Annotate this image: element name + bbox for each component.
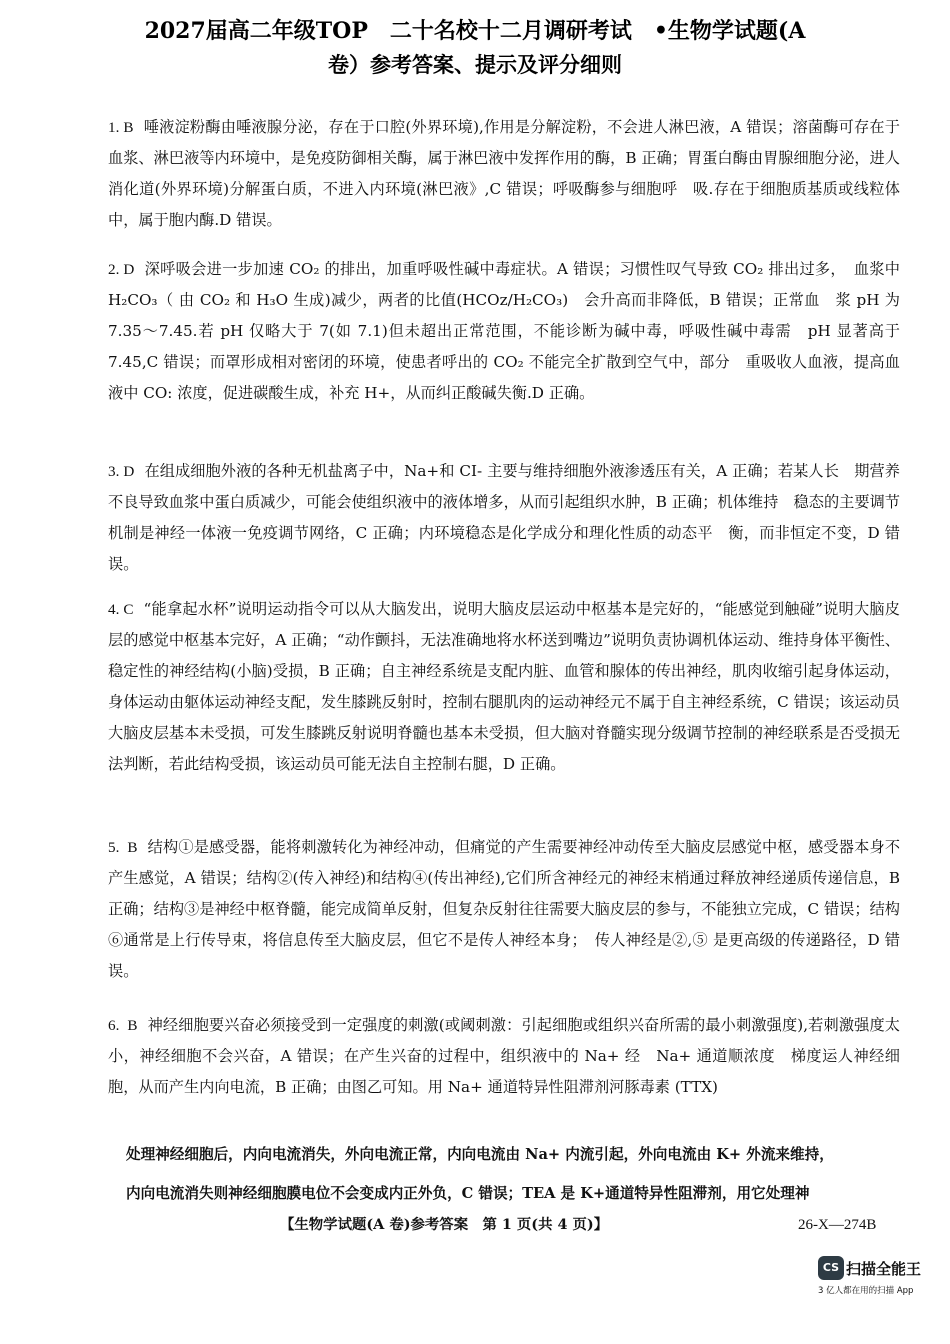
item-answer: C xyxy=(123,601,134,618)
page-title-line2: 卷）参考答案、提示及评分细则 xyxy=(328,52,622,77)
item-answer: D xyxy=(123,261,135,278)
item-explanation: “能拿起水杯”说明运动指令可以从大脑发出，说明大脑皮层运动中枢基本是完好的，“能感觉到触碰”说明大脑皮层的感觉中枢基本完好，A 正确；“动作颤抖，无法准确地将水杯送到嘴边”说明负责协调机体运动、维持身体平衡性、稳定性的神经结构(小脑)受损，B 正确；自主神经系统是支配内脏、血管和腺体的传出神经，肌肉收缩引起身体运动，身体运动由躯体运动神经支配，发生膝跳反射时，控制右腿肌肉的运动神经元不属于自主神经系统，C 错误；该运动员大脑皮层基本未受损，可发生膝跳反射说明脊髓也基本未受损，但大脑对脊髓实现分级调节控制的神经联系是否受损无法判断，若此结构受损，该运动员可能无法自主控制右腿，D 正确。 xyxy=(108,600,900,773)
camscanner-logo-icon: CS xyxy=(818,1256,844,1280)
item-number: 5. xyxy=(108,839,124,856)
item-number: 6. xyxy=(108,1017,124,1034)
page-footer: 【生物学试题(A 卷)参考答案 第 1 页(共 4 页)】 xyxy=(280,1216,609,1233)
item-answer: B xyxy=(127,1017,138,1034)
scanner-brand: 扫描全能王 xyxy=(846,1260,922,1278)
scanner-watermark xyxy=(818,1256,938,1302)
item-explanation: 唾液淀粉酶由唾液腺分泌，存在于口腔(外界环境),作用是分解淀粉，不会进人淋巴液，A 错误；溶菌酶可存在于血浆、淋巴液等内环境中，是免疫防御相关酶，属于淋巴液中发挥作用的酶，B 正确；胃蛋白酶由胃腺细胞分泌，进人消化道(外界环境)分解蛋白质，不进入内环境(淋巴液》,C 错误；呼吸酶参与细胞呼 吸.存在于细胞质基质或线粒体中，属于胞内酶.D 错误。 xyxy=(108,118,900,229)
bold-paragraph-2: 内向电流消失则神经细胞膜电位不会变成内正外负，C 错误；TEA 是 K+通道特异性阻滞剂，用它处理神 xyxy=(126,1185,810,1202)
item-explanation: 神经细胞要兴奋必须接受到一定强度的刺激(或阈刺激：引起细胞或组织兴奋所需的最小刺激强度),若刺激强度太小，神经细胞不会兴奋，A 错误；在产生兴奋的过程中，组织液中的 Na+ 经 Na+ 通道顺浓度 梯度运人神经细胞，从而产生内向电流，B 正确；由图乙可知。用 Na+ 通道特异性阻滞剂河豚毒素 (TTX) xyxy=(108,1016,900,1096)
answer-item-1 xyxy=(108,112,900,236)
page-title-line1: 2027届高二年级TOP 二十名校十二月调研考试 •生物学试题(A xyxy=(144,18,806,44)
item-answer: D xyxy=(123,463,135,480)
answer-item-2 xyxy=(108,254,900,409)
item-explanation: 深呼吸会进一步加速 CO₂ 的排出，加重呼吸性碱中毒症状。A 错误；习惯性叹气导致 CO₂ 排出过多， 血浆中 H₂CO₃（ 由 CO₂ 和 H₃O 生成)减少，两者的比值(HCOz/H₂CO₃) 会升高而非降低，B 错误；正常血 浆 pH 为 7.35～7.45.若 pH 仅略大于 7(如 7.1)但未超出正常范围，不能诊断为碱中毒，呼吸性碱中毒需 pH 显著高于 7.45,C 错误；而罩形成相对密闭的环境，使患者呼出的 CO₂ 不能完全扩散到空气中，部分 重吸收人血液，提高血液中 CO: 浓度，促进碳酸生成，补充 H+，从而纠正酸碱失衡.D 正确。 xyxy=(108,260,900,402)
item-explanation: 结构①是感受器，能将刺激转化为神经冲动，但痛觉的产生需要神经冲动传至大脑皮层感觉中枢，感受器本身不产生感觉，A 错误；结构②(传入神经)和结构④(传出神经),它们所含神经元的神经末梢通过释放神经递质传递信息，B 正确；结构③是神经中枢脊髓，能完成简单反射，但复杂反射往往需要大脑皮层的参与，不能独立完成，C 错误；结构⑥通常是上行传导束，将信息传至大脑皮层，但它不是传人神经本身； 传人神经是②,⑤ 是更高级的传递路径，D 错误。 xyxy=(108,838,901,980)
answer-item-6 xyxy=(108,1010,900,1103)
item-number: 2. xyxy=(108,261,120,278)
item-number: 1. xyxy=(108,119,120,136)
scanner-tagline: 3 亿人都在用的扫描 App xyxy=(818,1286,914,1296)
item-explanation: 在组成细胞外液的各种无机盐离子中，Na+和 CI- 主要与维持细胞外液渗透压有关，A 正确；若某人长 期营养不良导致血浆中蛋白质减少，可能会使组织液中的液体增多，从而引起组织水肿，B 正确；机体维持 稳态的主要调节机制是神经一体液一免疫调节网络，C 正确；内环境稳态是化学成分和理化性质的动态平 衡，而非恒定不变，D 错误。 xyxy=(108,462,900,573)
item-answer: B xyxy=(123,119,134,136)
answer-item-4 xyxy=(108,594,900,780)
answer-item-5 xyxy=(108,832,900,987)
bold-paragraph-1: 处理神经细胞后，内向电流消失，外向电流正常，内向电流由 Na+ 内流引起，外向电流由 K+ 外流来维持， xyxy=(126,1146,834,1163)
document-code: 26-X—274B xyxy=(798,1217,877,1233)
item-answer: B xyxy=(127,839,138,856)
answer-item-3 xyxy=(108,456,900,580)
item-number: 3. xyxy=(108,463,120,480)
item-number: 4. xyxy=(108,601,120,618)
